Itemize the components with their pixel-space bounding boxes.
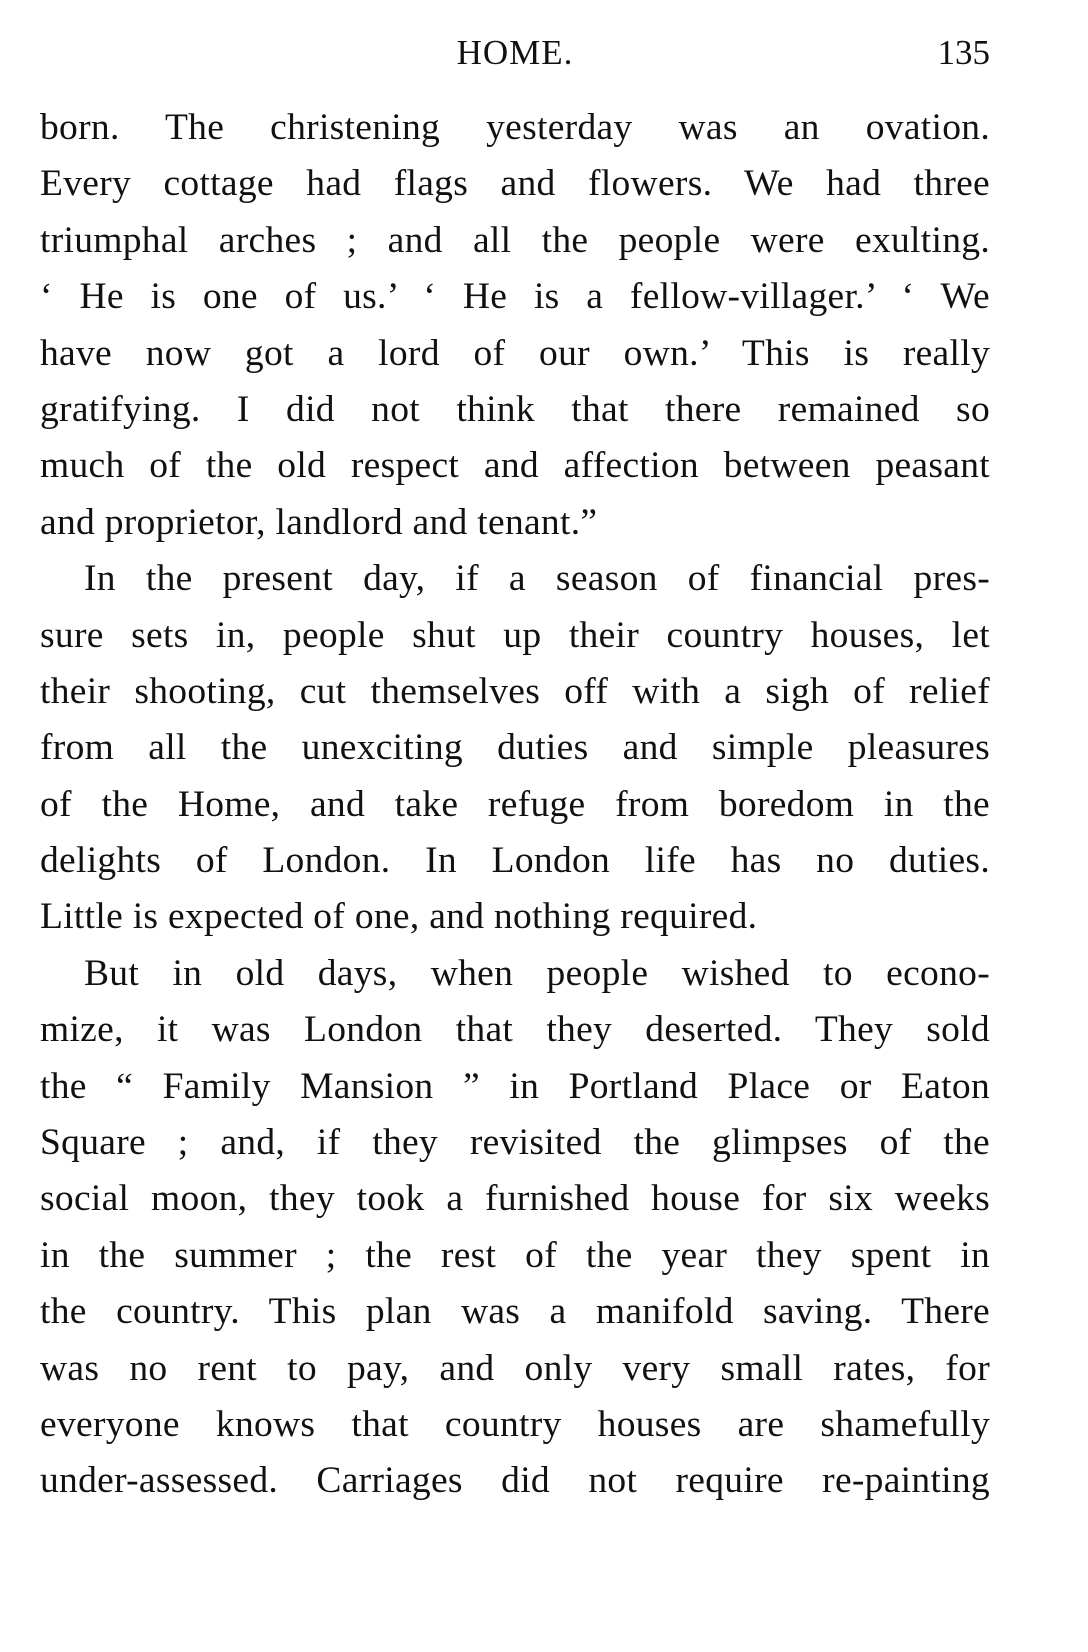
text-line: have now got a lord of our own.’ This is really	[40, 332, 990, 374]
text-line: ‘ He is one of us.’ ‘ He is a fellow-villager.’ ‘ We	[40, 276, 990, 318]
chapter-title: HOME.	[456, 33, 574, 72]
text-line: of the Home, and take refuge from boredom in the	[40, 783, 990, 825]
text-line: sure sets in, people shut up their country houses, let	[40, 614, 990, 656]
paragraph-continued	[40, 100, 990, 551]
text-line: their shooting, cut themselves off with a sigh of relief	[40, 670, 990, 712]
text-line: social moon, they took a furnished house for six weeks	[40, 1178, 990, 1220]
text-line: in the summer ; the rest of the year they spent in	[40, 1234, 990, 1276]
text-line: and proprietor, landlord and tenant.”	[40, 501, 598, 543]
text-line: Every cottage had flags and flowers. We had three	[40, 163, 990, 205]
text-line: But in old days, when people wished to econo-	[84, 952, 990, 994]
body-text	[40, 100, 990, 1510]
text-line: born. The christening yesterday was an ovation.	[40, 107, 990, 148]
text-line: was no rent to pay, and only very small rates, for	[40, 1347, 990, 1389]
text-line: gratifying. I did not think that there remained so	[40, 388, 990, 430]
text-line: Little is expected of one, and nothing required.	[40, 896, 758, 938]
text-line: under-assessed. Carriages did not require re-painting	[40, 1460, 990, 1502]
paragraph-old-days	[40, 946, 990, 1510]
text-line: mize, it was London that they deserted. They sold	[40, 1009, 990, 1051]
text-line: Square ; and, if they revisited the glimpses of the	[40, 1122, 990, 1164]
text-line: everyone knows that country houses are shamefully	[40, 1403, 990, 1445]
text-line: delights of London. In London life has no duties.	[40, 840, 990, 882]
text-line: In the present day, if a season of financial pres-	[84, 558, 990, 600]
page-number: 135	[937, 33, 990, 72]
text-line: triumphal arches ; and all the people were exulting.	[40, 219, 990, 261]
text-line: the country. This plan was a manifold saving. There	[40, 1291, 990, 1333]
paragraph-present-day	[40, 551, 990, 946]
running-head	[40, 28, 990, 78]
text-line: much of the old respect and affection between peasant	[40, 445, 990, 487]
text-line: the “ Family Mansion ” in Portland Place or Eaton	[40, 1065, 990, 1107]
text-line: from all the unexciting duties and simple pleasures	[40, 727, 990, 769]
